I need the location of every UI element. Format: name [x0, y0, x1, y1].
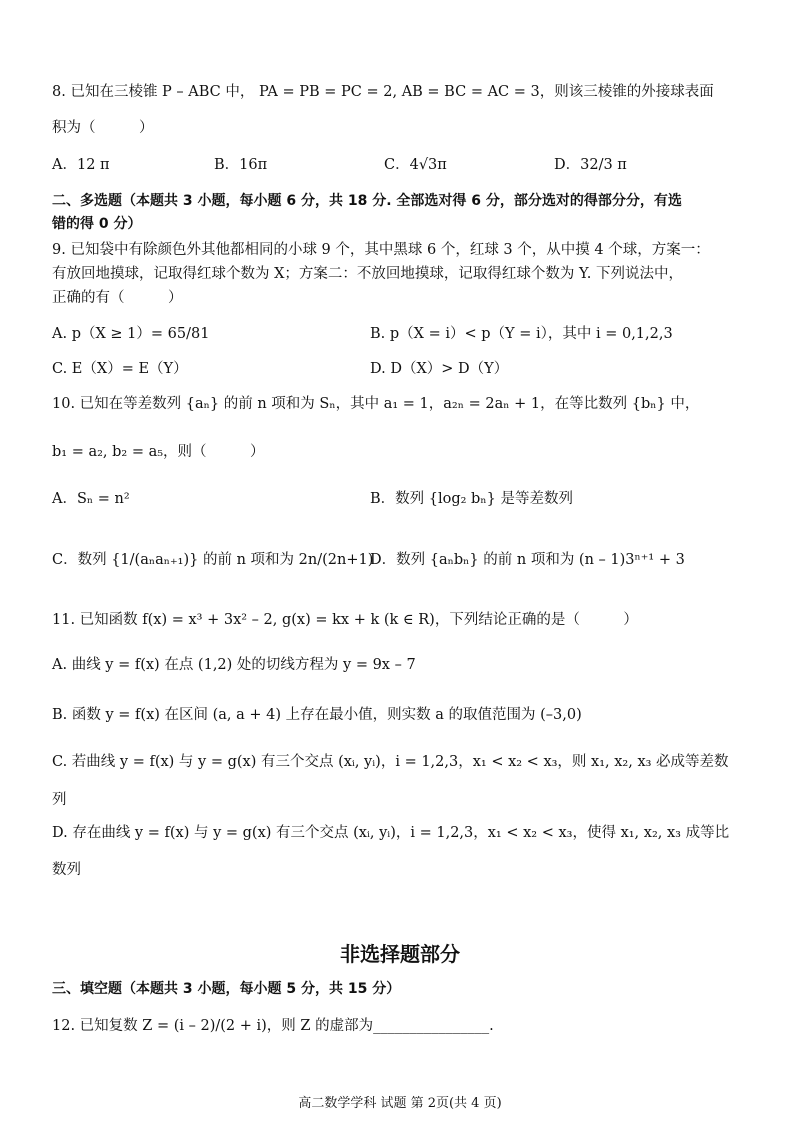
- q11-option-b: B. 函数 y = f(x) 在区间 (a, a + 4) 上存在最小值，则实数 a 的取值范围为 (–3,0): [52, 707, 582, 723]
- q9-option-c: C. E（X）= E（Y）: [52, 361, 188, 377]
- q11-option-c-line2: 列: [52, 792, 67, 808]
- q8-option-d: D．32/3 π: [554, 157, 627, 173]
- q9-stem-line1: 9. 已知袋中有除颜色外其他都相同的小球 9 个，其中黑球 6 个，红球 3 个，从中摸 4 个球，方案一：: [52, 242, 710, 258]
- section-3-header: 三、填空题（本题共 3 小题，每小题 5 分，共 15 分）: [52, 981, 401, 997]
- section-2-line1: 二、多选题（本题共 3 小题，每小题 6 分，共 18 分. 全部选对得 6 分，部分选对的得部分分，有选: [52, 193, 682, 209]
- q9-stem-line2: 有放回地摸球，记取得红球个数为 X；方案二：不放回地摸球，记取得红球个数为 Y. 下列说法中，: [52, 266, 683, 282]
- q8-stem-line1: 8. 已知在三棱锥 P – ABC 中， PA = PB = PC = 2, AB = BC = AC = 3，则该三棱锥的外接球表面: [52, 84, 714, 100]
- question-12: 12. 已知复数 Z = (i – 2)/(2 + i)，则 Z 的虚部为________________.: [52, 1018, 494, 1034]
- q8-option-a: A．12 π: [52, 157, 110, 173]
- q8-option-c: C．4√3π: [384, 157, 447, 173]
- part-title: 非选择题部分: [340, 942, 460, 966]
- q9-option-a: A. p（X ≥ 1）= 65/81: [52, 326, 210, 342]
- q10-stem-line2: b₁ = a₂, b₂ = a₅，则（ ）: [52, 444, 265, 460]
- q9-stem-line3: 正确的有（ ）: [52, 290, 183, 306]
- q11-option-c-line1: C. 若曲线 y = f(x) 与 y = g(x) 有三个交点 (xᵢ, yᵢ)，i = 1,2,3，x₁ < x₂ < x₃，则 x₁, x₂, x₃ 必成等差数: [52, 754, 729, 770]
- section-2-line2: 错的得 0 分）: [52, 216, 142, 232]
- q10-option-c: C．数列 {1/(aₙaₙ₊₁)} 的前 n 项和为 2n/(2n+1): [52, 552, 374, 568]
- q11-stem: 11. 已知函数 f(x) = x³ + 3x² – 2, g(x) = kx + k (k ∈ R)，下列结论正确的是（ ）: [52, 612, 638, 628]
- q10-option-a: A．Sₙ = n²: [52, 491, 130, 507]
- page-footer: 高二数学学科 试题 第 2页(共 4 页): [298, 1096, 502, 1111]
- q10-stem-line1: 10. 已知在等差数列 {aₙ} 的前 n 项和为 Sₙ，其中 a₁ = 1，a₂ₙ = 2aₙ + 1，在等比数列 {bₙ} 中，: [52, 396, 700, 412]
- q8-stem-line2: 积为（ ）: [52, 120, 154, 136]
- q11-option-d-line2: 数列: [52, 862, 81, 878]
- q11-option-a: A. 曲线 y = f(x) 在点 (1,2) 处的切线方程为 y = 9x – 7: [52, 657, 416, 673]
- q8-option-b: B．16π: [214, 157, 268, 173]
- q10-option-b: B．数列 {log₂ bₙ} 是等差数列: [370, 491, 573, 507]
- q9-option-d: D. D（X）> D（Y）: [370, 361, 509, 377]
- q11-option-d-line1: D. 存在曲线 y = f(x) 与 y = g(x) 有三个交点 (xᵢ, yᵢ)，i = 1,2,3，x₁ < x₂ < x₃，使得 x₁, x₂, x₃ 成等比: [52, 825, 730, 841]
- q9-option-b: B. p（X = i）< p（Y = i），其中 i = 0,1,2,3: [370, 326, 673, 342]
- q10-option-d: D．数列 {aₙbₙ} 的前 n 项和为 (n – 1)3ⁿ⁺¹ + 3: [370, 552, 685, 568]
